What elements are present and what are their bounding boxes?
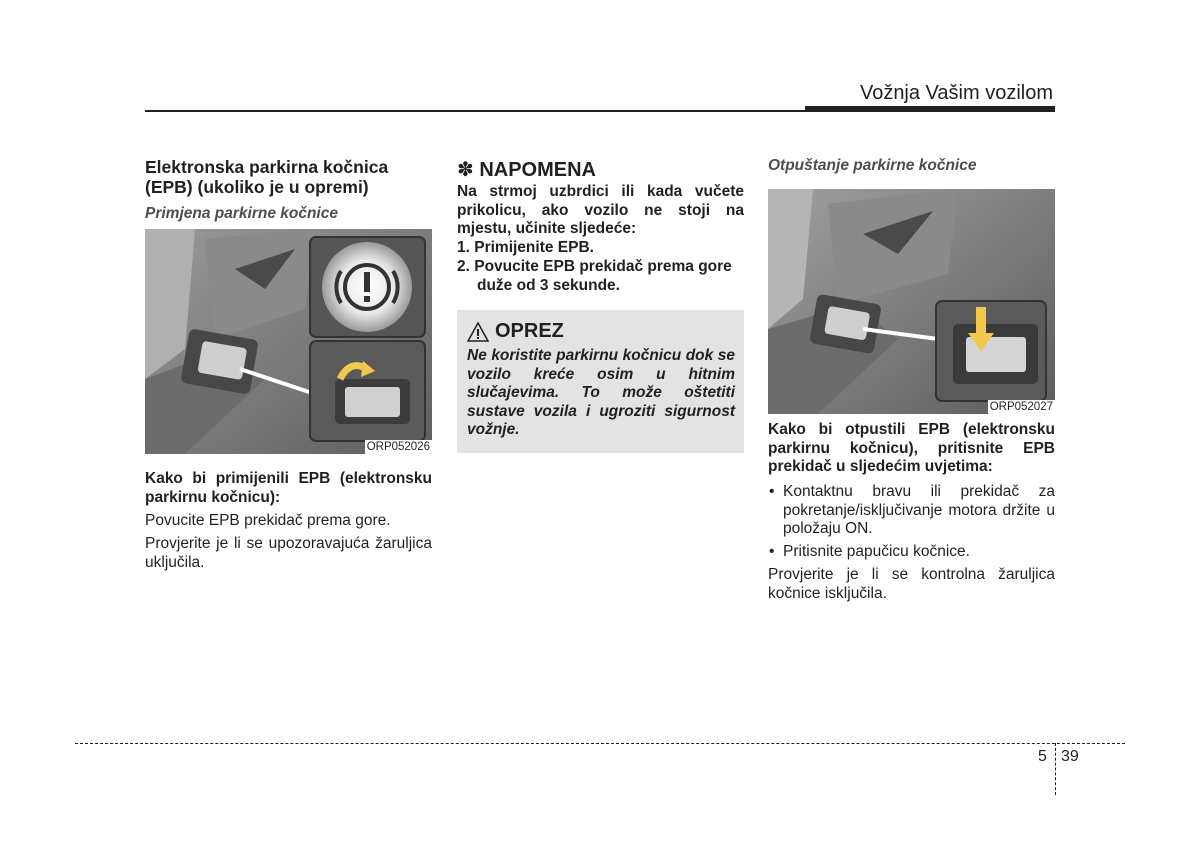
warning-triangle-icon [467, 322, 489, 342]
caution-text: Ne koristite parkirnu kočnicu dok se vozilo kreće osim u hitnim slučajevima. To može oštetiti sustave vozila i ugroziti sigurnost vožnje. [467, 347, 735, 438]
apply-check: Provjerite je li se upozoravajuća žaruljica uključila. [145, 535, 432, 571]
footer-divider [1055, 743, 1056, 795]
epb-apply-illustration [145, 229, 432, 454]
caution-title: OPREZ [495, 320, 564, 342]
figure-apply-epb [145, 229, 432, 454]
epb-release-illustration [768, 189, 1055, 414]
subheading-release: Otpuštanje parkirne kočnice [768, 157, 977, 174]
header-rule [145, 110, 805, 112]
apply-step: Povucite EPB prekidač prema gore. [145, 512, 391, 529]
release-check: Provjerite je li se kontrolna žaruljica kočnice isključila. [768, 566, 1055, 602]
subheading-apply: Primjena parkirne kočnice [145, 205, 338, 222]
caution-box [457, 310, 744, 453]
release-instruction: Kako bi otpustili EPB (elektronsku parkirnu kočnicu), pritisnite EPB prekidač u sljedećim uvjetima: [768, 421, 1055, 475]
note-step-2: 2. Povucite EPB prekidač prema gore duže od 3 sekunde. [457, 258, 732, 294]
note-title: ✽ NAPOMENA [457, 159, 596, 181]
header-rule-accent [805, 106, 1055, 112]
footer-rule [75, 743, 1125, 744]
release-conditions [768, 483, 1055, 561]
page-number: 39 [1061, 748, 1079, 765]
note-intro: Na strmoj uzbrdici ili kada vučete prikolicu, ako vozilo ne stoji na mjestu, učinite sljedeće: [457, 183, 744, 237]
section-heading: Elektronska parkirna kočnica (EPB) (ukoliko je u opremi) [145, 157, 389, 197]
figure-release-epb [768, 189, 1055, 414]
list-item: • Kontaktnu bravu ili prekidač za pokretanje/isključivanje motora držite u položaju ON. [768, 483, 1055, 539]
figure-code: ORP052027 [989, 401, 1053, 413]
figure-code: ORP052026 [366, 441, 430, 453]
list-item: • Pritisnite papučicu kočnice. [768, 543, 1055, 562]
section-number: 5 [1038, 748, 1047, 765]
note-step-1: 1. Primijenite EPB. [457, 239, 594, 256]
apply-instruction: Kako bi primijenili EPB (elektronsku parkirnu kočnicu): [145, 470, 432, 506]
running-header: Vožnja Vašim vozilom [859, 82, 1053, 104]
